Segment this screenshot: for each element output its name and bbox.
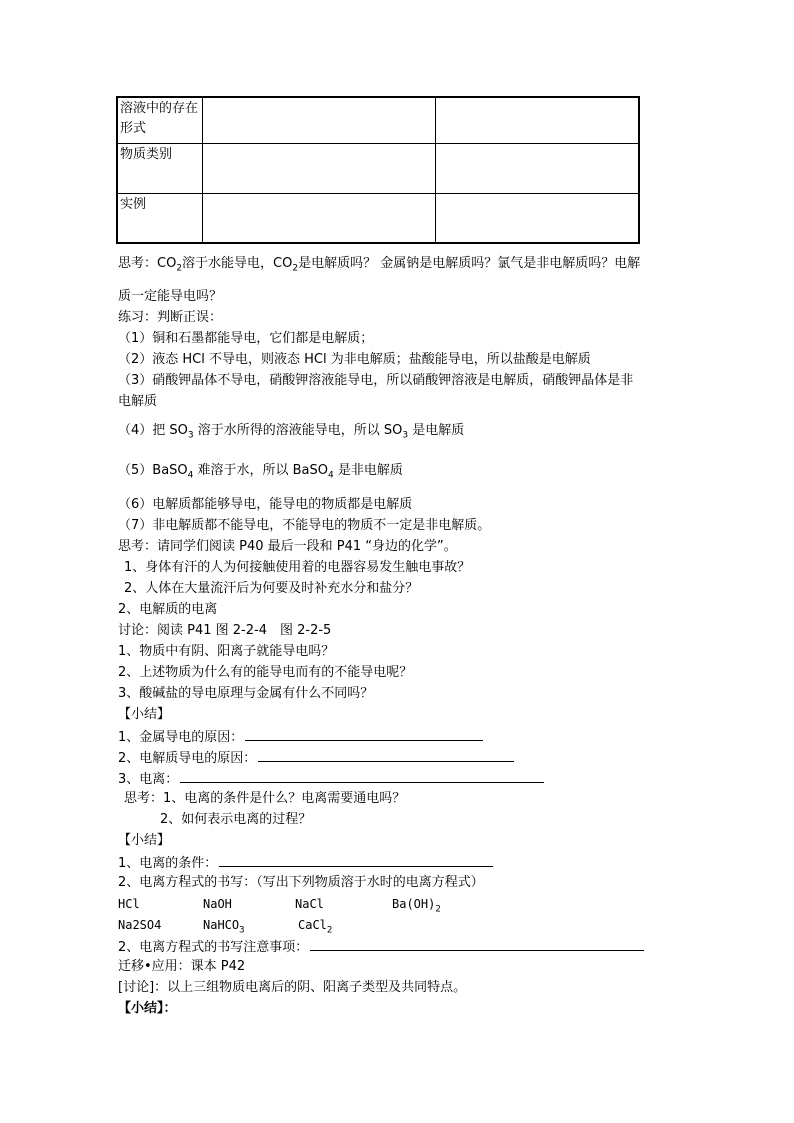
think2-item-2: 2、人体在大量流汗后为何要及时补充水分和盐分？ [124, 581, 419, 596]
discuss-item-1: 1、物质中有阴、阳离子就能导电吗？ [118, 644, 335, 659]
summary2-title: 【小结】 [118, 833, 171, 848]
practice-q5: （5）BaSO$_4$ 难溶于水，所以 BaSO$_4$ 是非电解质 [118, 463, 403, 481]
discuss-item-2: 2、上述物质为什么有的能导电而有的不能导电呢？ [118, 665, 413, 680]
table-cell [202, 193, 435, 243]
discuss-bracket-line: [讨论]：以上三组物质电离后的阴、阳离子类型及共同特点。 [118, 980, 467, 995]
practice-title: 练习：判断正误： [118, 310, 223, 325]
summary1-title: 【小结】 [118, 707, 171, 722]
fill-blank [258, 747, 514, 762]
fill-blank [310, 936, 644, 951]
think-co2-line-cont: 质一定能导电吗？ [118, 289, 223, 304]
section-title: 2、电解质的电离 [118, 602, 218, 617]
formula: NaCl [295, 897, 324, 911]
transfer-line: 迁移•应用：课本 P42 [118, 959, 246, 974]
table-cell [435, 97, 639, 143]
formula: Na2SO4 [118, 918, 162, 932]
table-cell [202, 143, 435, 193]
practice-q3: （3）硝酸钾晶体不导电，硝酸钾溶液能导电，所以硝酸钾溶液是电解质，硝酸钾晶体是非 [118, 373, 634, 388]
think2-title: 思考：请同学们阅读 P40 最后一段和 P41 “身边的化学”。 [118, 539, 457, 554]
practice-q1: （1）铜和石墨都能导电，它们都是电解质； [118, 331, 374, 346]
classification-table [116, 96, 640, 244]
summary1-item-3: 3、电离： [118, 768, 544, 790]
table-row-label: 溶液中的存在形式 [117, 97, 202, 143]
discuss-item-3: 3、酸碱盐的导电原理与金属有什么不同吗？ [118, 686, 374, 701]
table-cell [435, 193, 639, 243]
discuss-line: 讨论：阅读 P41 图 2-2-4 图 2-2-5 [118, 623, 332, 638]
formula: HCl [118, 897, 140, 911]
formula: $Ba(OH)_2$ [392, 897, 441, 915]
summary1-item-1: 1、金属导电的原因： [118, 726, 483, 748]
formula: NaOH [203, 897, 232, 911]
fill-blank [245, 726, 483, 741]
table-cell [435, 143, 639, 193]
formula: NaHCO$_3$ [203, 918, 245, 936]
formula: CaCl$_2$ [298, 918, 333, 936]
table-row [117, 97, 639, 143]
summary2-item-3: 2、电离方程式的书写注意事项： [118, 936, 644, 958]
fill-blank [219, 852, 493, 867]
practice-q2: （2）液态 HCl 不导电，则液态 HCl 为非电解质；盐酸能导电，所以盐酸是电解质 [118, 352, 591, 367]
think-co2-line: 思考：$CO_2$溶于水能导电，$CO_2$是电解质吗？ 金属钠是电解质吗？氯气是非电解质吗？电解 [118, 256, 641, 274]
practice-q7: （7）非电解质都不能导电，不能导电的物质不一定是非电解质。 [118, 518, 491, 533]
practice-q3-cont: 电解质 [118, 394, 158, 409]
table-cell [202, 97, 435, 143]
summary2-item-1: 1、电离的条件： [118, 852, 493, 874]
final-summary-title: 【小结】： [118, 1001, 177, 1016]
think2-item-1: 1、身体有汗的人为何接触使用着的电器容易发生触电事故？ [124, 560, 471, 575]
practice-q4: （4）把 $SO_3$ 溶于水所得的溶液能导电，所以 $SO_3$ 是电解质 [118, 423, 465, 441]
table-row [117, 193, 639, 243]
summary2-item-2: 2、电离方程式的书写：（写出下列物质溶于水时的电离方程式） [118, 875, 484, 890]
fill-blank [180, 768, 544, 783]
practice-q6: （6）电解质都能够导电，能导电的物质都是电解质 [118, 497, 413, 512]
table-row-label: 物质类别 [117, 143, 202, 193]
summary1-item-2: 2、电解质导电的原因： [118, 747, 514, 769]
think3-line-1: 思考：1、电离的条件是什么？电离需要通电吗？ [124, 791, 406, 806]
table-row [117, 143, 639, 193]
think3-line-2: 2、如何表示电离的过程？ [160, 812, 312, 827]
table-row-label: 实例 [117, 193, 202, 243]
